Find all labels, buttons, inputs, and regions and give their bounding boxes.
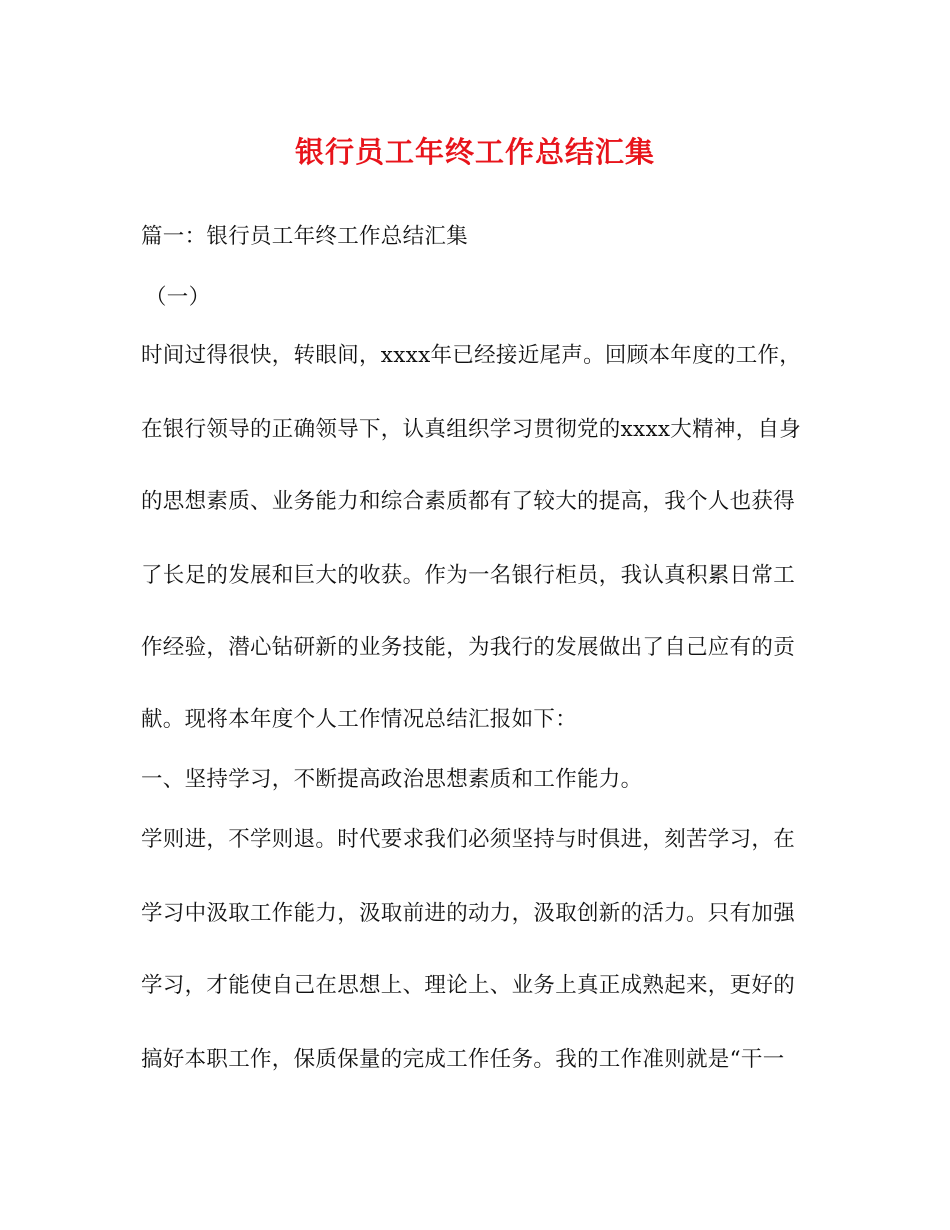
- body-line: 时间过得很快，转眼间，xxxx年已经接近尾声。回顾本年度的工作，: [141, 343, 802, 368]
- subsection-marker: （一）: [145, 285, 211, 310]
- body-line: 搞好本职工作，保质保量的完成工作任务。我的工作准则就是“干一: [141, 1047, 785, 1072]
- body-line: 学则进，不学则退。时代要求我们必须坚持与时俱进，刻苦学习，在: [141, 827, 796, 852]
- body-line: 的思想素质、业务能力和综合素质都有了较大的提高，我个人也获得: [141, 489, 796, 514]
- body-line: 学习中汲取工作能力，汲取前进的动力，汲取创新的活力。只有加强: [141, 901, 796, 926]
- document-title: 银行员工年终工作总结汇集: [294, 135, 655, 169]
- body-line: 了长足的发展和巨大的收获。作为一名银行柜员，我认真积累日常工: [141, 563, 796, 588]
- point-heading: 一、坚持学习，不断提高政治思想素质和工作能力。: [141, 767, 643, 792]
- body-line: 在银行领导的正确领导下，认真组织学习贯彻党的xxxx大精神，自身: [141, 417, 802, 442]
- body-line: 献。现将本年度个人工作情况总结汇报如下：: [141, 707, 578, 732]
- body-line: 作经验，潜心钻研新的业务技能，为我行的发展做出了自己应有的贡: [141, 635, 796, 660]
- body-line: 学习，才能使自己在思想上、理论上、业务上真正成熟起来，更好的: [141, 973, 796, 998]
- section-heading: 篇一：银行员工年终工作总结汇集: [141, 224, 469, 249]
